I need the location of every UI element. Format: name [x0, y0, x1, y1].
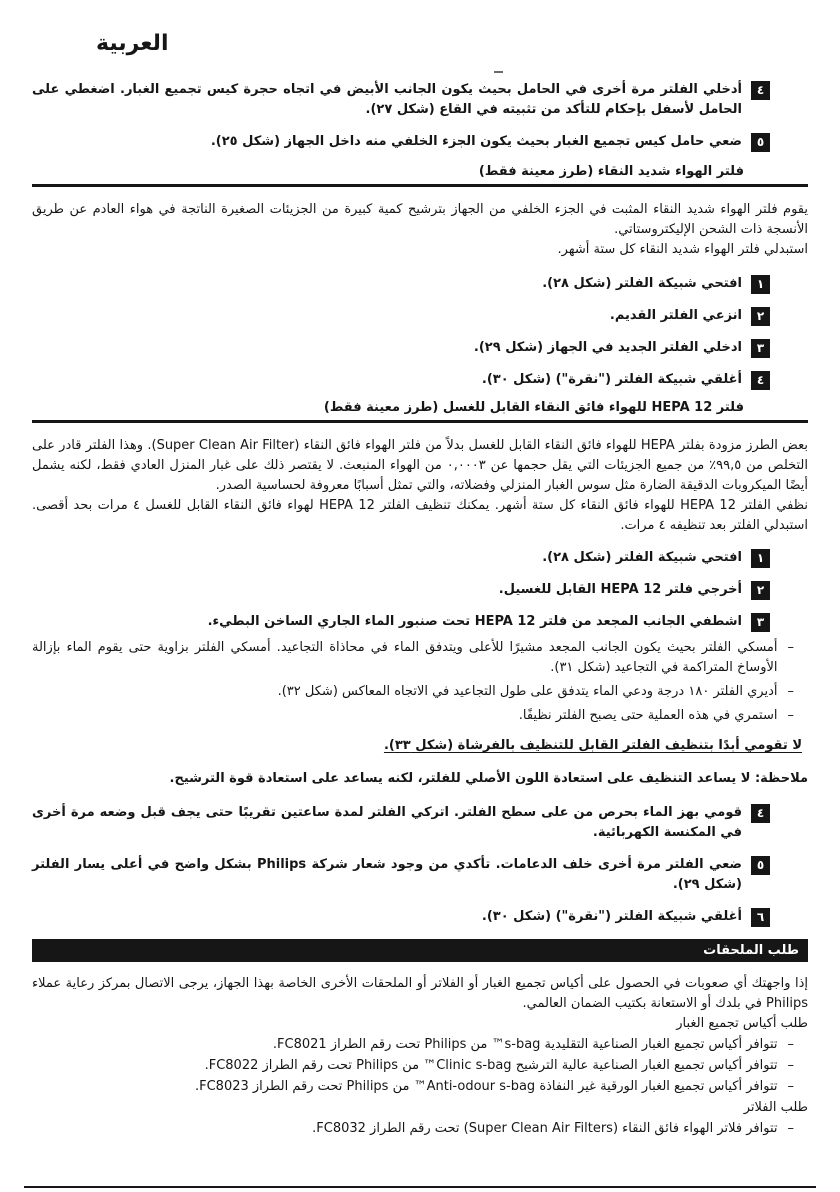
- subheading-order-dustbags: طلب أكياس تجميع الغبار: [676, 1016, 808, 1031]
- step-row: [32, 580, 770, 600]
- filter-list: [32, 1119, 794, 1139]
- step-text: افتحي شبيكة الفلتر (شكل ٢٨).: [542, 276, 742, 291]
- step-number-badge: ٢: [751, 307, 770, 326]
- step-text: أغلقي شبيكة الفلتر ("نقرة") (شكل ٣٠).: [481, 372, 742, 387]
- step-row: [32, 306, 770, 326]
- step-row: [32, 855, 770, 895]
- step-number-badge: ٥: [751, 856, 770, 875]
- list-item: [32, 1077, 794, 1097]
- list-item-text: أديري الفلتر ١٨٠ درجة ودعي الماء يتدفق على طول التجاعيد في الاتجاه المعاكس (شكل ٣٢).: [277, 684, 778, 699]
- section-rule: [32, 184, 808, 187]
- step-row: [32, 370, 770, 390]
- section-heading-hepa12: فلتر HEPA 12 للهواء فائق النقاء القابل للغسل (طرز معينة فقط): [323, 400, 744, 415]
- step-row: [32, 338, 770, 358]
- step-row: [32, 132, 770, 152]
- list-item: [32, 638, 794, 678]
- paragraph: استبدلي فلتر الهواء شديد النقاء كل ستة أشهر.: [557, 242, 808, 257]
- step-text: ادخلي الفلتر الجديد في الجهاز (شكل ٢٩).: [473, 340, 742, 355]
- note-text: ملاحظة: لا يساعد التنظيف على استعادة اللون الأصلي للفلتر، لكنه يساعد على استعادة قوة الترشيح.: [169, 771, 808, 786]
- paragraph: نظفي الفلتر HEPA 12 للهواء فائق النقاء كل ستة أشهر. يمكنك تنظيف الفلتر HEPA 12 لهواء فائق النقاء القابل للغسل ٤ مرات بحد أقصى. استبدلي الفلتر بعد تنظيفه ٤ مرات.: [32, 498, 808, 533]
- step-row: [32, 803, 770, 843]
- step-text: أخرجي فلتر HEPA 12 القابل للغسيل.: [498, 582, 742, 597]
- paragraph: إذا واجهتك أي صعوبات في الحصول على أكياس تجميع الغبار أو الفلاتر أو الملحقات الأخرى الخاصة بهذا الجهاز، يرجى الاتصال بمركز رعاية عملاء Philips في بلدك أو الاستعانة بكتيب الضمان العالمي.: [32, 976, 808, 1011]
- list-item-text: أمسكي الفلتر بحيث يكون الجانب المجعد مشيرًا للأعلى ويتدفق الماء في محاذاة التجاعيد. أمسكي الفلتر بزاوية حتى يقوم الماء بإزالة الأوساخ المتراكمة في التجاعيد (شكل ٣١).: [32, 640, 778, 675]
- step-number-badge: ٤: [751, 371, 770, 390]
- list-item: [32, 1056, 794, 1076]
- list-item-text: استمري في هذه العملية حتى يصبح الفلتر نظيفًا.: [518, 708, 778, 723]
- dash-bullet: –: [787, 1079, 794, 1094]
- page-bottom-rule: [24, 1186, 816, 1188]
- step-row: [32, 274, 770, 294]
- step-row: [32, 907, 770, 927]
- dash-bullet: –: [787, 708, 794, 723]
- step-number-badge: ١: [751, 549, 770, 568]
- paragraph: بعض الطرز مزودة بفلتر HEPA للهواء فائق النقاء القابل للغسل بدلاً من فلتر الهواء فائق النقاء (Super Clean Air Filter). وهذا الفلتر قادر على التخلص من ٩٩,٥٪ من جميع الجزيئات التي يقل حجمها عن ٠,٠٠٠٣ من الهواء المنبعث. لا يقتصر ذلك على غبار المنزل العادي فقط، لكنه يشمل أيضًا الميكروبات الدقيقة الضارة مثل سوس الغبار المنزلي وفضلاته، والتي تمثل أسبابًا معروفة لحساسية الصدر.: [32, 438, 809, 493]
- step-text: انزعي الفلتر القديم.: [609, 308, 742, 323]
- list-item: [32, 1119, 794, 1139]
- step-row: [32, 548, 770, 568]
- section-bar-title: طلب الملحقات: [703, 943, 799, 958]
- scan-artifact-dash: [494, 71, 503, 73]
- dash-bullet: –: [787, 1121, 794, 1136]
- step-text: أدخلي الفلتر مرة أخرى في الحامل بحيث يكون الجانب الأبيض في اتجاه حجرة كيس تجميع الغبار. اضغطي على الحامل لأسفل بإحكام للتأكد من تثبيته في القاع (شكل ٢٧).: [32, 82, 742, 117]
- step-number-badge: ٤: [751, 804, 770, 823]
- list-item-text: تتوافر أكياس تجميع الغبار الورقية غير النفاذة Anti-odour s-bag™ من Philips تحت رقم الطراز FC8023.: [194, 1079, 778, 1094]
- step-text: أغلقي شبيكة الفلتر ("نقرة") (شكل ٣٠).: [481, 909, 742, 924]
- dash-bullet: –: [787, 640, 794, 655]
- step-row: [32, 612, 770, 632]
- step-number-badge: ٥: [751, 133, 770, 152]
- list-item: [32, 682, 794, 702]
- step-text: ضعي حامل كيس تجميع الغبار بحيث يكون الجزء الخلفي منه داخل الجهاز (شكل ٢٥).: [210, 134, 742, 149]
- step-row: [32, 80, 770, 120]
- dustbag-list: [32, 1035, 794, 1097]
- page-title: العربية: [96, 31, 169, 56]
- list-item: [32, 706, 794, 726]
- section-bar-accessories: [32, 939, 808, 962]
- warning-text: لا تقومي أبدًا بتنظيف الفلتر القابل للتنظيف بالفرشاة (شكل ٣٣).: [383, 738, 802, 753]
- step-number-badge: ٣: [751, 613, 770, 632]
- step-number-badge: ٤: [751, 81, 770, 100]
- list-item-text: تتوافر أكياس تجميع الغبار الصناعية عالية الترشيح Clinic s-bag™ من Philips تحت رقم الطراز FC8022.: [204, 1058, 778, 1073]
- step-number-badge: ٢: [751, 581, 770, 600]
- dash-bullet: –: [787, 684, 794, 699]
- step-text: افتحي شبيكة الفلتر (شكل ٢٨).: [542, 550, 742, 565]
- section-rule: [32, 420, 808, 423]
- step-text: اشطفي الجانب المجعد من فلتر HEPA 12 تحت صنبور الماء الجاري الساخن البطيء.: [207, 614, 742, 629]
- list-item-text: تتوافر فلاتر الهواء فائق النقاء (Super Clean Air Filters) تحت رقم الطراز FC8032.: [312, 1121, 778, 1136]
- step-number-badge: ٣: [751, 339, 770, 358]
- rinse-instructions-list: [32, 638, 794, 726]
- list-item-text: تتوافر أكياس تجميع الغبار الصناعية التقليدية s-bag™ من Philips تحت رقم الطراز FC8021.: [272, 1037, 778, 1052]
- step-number-badge: ١: [751, 275, 770, 294]
- step-number-badge: ٦: [751, 908, 770, 927]
- list-item: [32, 1035, 794, 1055]
- dash-bullet: –: [787, 1058, 794, 1073]
- subheading-order-filters: طلب الفلاتر: [743, 1100, 808, 1115]
- section-heading-clean-air: فلتر الهواء شديد النقاء (طرز معينة فقط): [478, 164, 744, 179]
- step-text: قومي بهز الماء بحرص من على سطح الفلتر. اتركي الفلتر لمدة ساعتين تقريبًا حتى يجف قبل وضعه مرة أخرى في المكنسة الكهربائية.: [32, 805, 742, 840]
- dash-bullet: –: [787, 1037, 794, 1052]
- paragraph: يقوم فلتر الهواء شديد النقاء المثبت في الجزء الخلفي من الجهاز بترشيح كمية كبيرة من الجزيئات الصغيرة الناتجة في هواء العادم عن طريق الأنسجة ذات الشحن الإليكتروستاتي.: [32, 202, 808, 237]
- step-text: ضعي الفلتر مرة أخرى خلف الدعامات. تأكدي من وجود شعار شركة Philips بشكل واضح في أعلى يسار الفلتر (شكل ٢٩).: [32, 857, 742, 892]
